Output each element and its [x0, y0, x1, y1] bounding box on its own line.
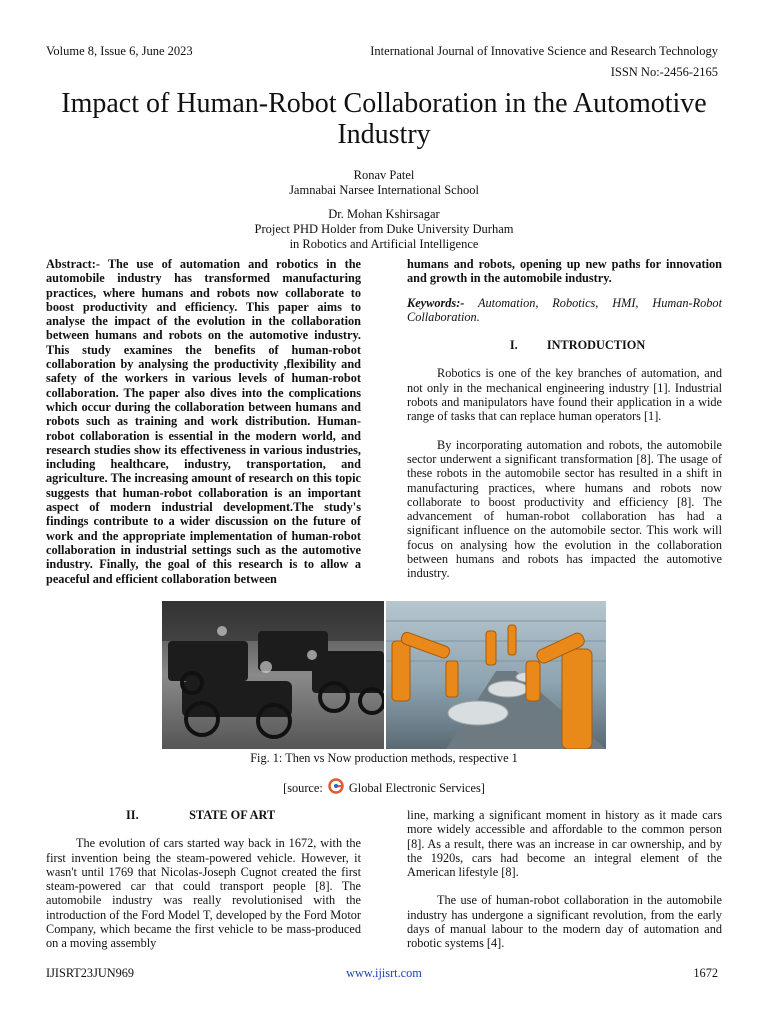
- abstract-column: [46, 257, 361, 586]
- keywords-label: Keywords:-: [407, 295, 465, 310]
- author-affiliation: Project PHD Holder from Duke University Durham: [254, 222, 514, 236]
- author-block-2: [0, 207, 768, 252]
- section-title: STATE OF ART: [189, 808, 276, 822]
- global-electronic-services-logo-icon: [328, 778, 344, 798]
- footer-paper-id: IJISRT23JUN969: [46, 966, 135, 980]
- vintage-assembly-line-image: [162, 601, 384, 749]
- author-affiliation: in Robotics and Artificial Intelligence: [289, 237, 479, 251]
- section-heading-state-of-art: [46, 808, 361, 822]
- author-affiliation: Jamnabai Narsee International School: [289, 183, 479, 197]
- abstract-text: The use of automation and robotics in the automobile industry has transformed manufacturing practices, where humans and robots now collaborate to boost productivity and efficiency. This paper aims to analyse the impact of the evolution in the collaboration between humans and robots on the automotive industry. This study examines the benefits of human-robot collaboration by analysing the productivity ,flexibility and safety of the workers in various levels of human-robot collaboration. The paper also dives into the complications which occur during the collaboration between humans and robots such as training and work distribution. Human-robot collaboration is essential in the modern world, and research studies show its effectiveness in various industries, including healthcare, industry, transportation, and agriculture. The increasing amount of research on this topic suggests that human-robot collaboration is an important aspect of modern industrial development.The study's findings contribute to a wider discussion on the future of work and the appropriate implementation of human-robot collaboration in industrial settings such as the automotive industry. Finally, the goal of this research is to allow a peaceful and efficient collaboration between: [46, 257, 361, 586]
- right-column-bottom: [407, 808, 722, 965]
- footer-website-link[interactable]: www.ijisrt.com: [346, 966, 422, 980]
- keywords: [407, 296, 722, 325]
- author-name: Dr. Mohan Kshirsagar: [328, 207, 440, 221]
- source-name: Global Electronic Services]: [348, 781, 485, 795]
- issn: ISSN No:-2456-2165: [610, 65, 718, 79]
- author-block-1: [0, 168, 768, 198]
- paragraph: The evolution of cars started way back in 1672, with the first invention being the steam-powered vehicle. However, it wasn't until 1769 that Nicolas-Joseph Cugnot created the first steam-powered car that could transport people [8]. The automobile industry was really revolutionised with the introduction of the Ford Model T, developed by the Ford Motor Company, which became the first vehicle to be mass-produced on a moving assembly: [46, 836, 361, 951]
- author-name: Ronav Patel: [353, 168, 415, 182]
- figure-source: [0, 778, 768, 798]
- section-number: I.: [509, 338, 518, 353]
- abstract-continued: humans and robots, opening up new paths for innovation and growth in the automobile industry.: [407, 257, 722, 286]
- figure-1: [162, 601, 606, 749]
- paragraph-continued: line, marking a significant moment in history as it made cars more widely accessible and affordable to the common person [8]. As a result, there was an increase in car ownership, and by the 1920s, cars had become an integral element of the American lifestyle [8].: [407, 808, 722, 880]
- paragraph: The use of human-robot collaboration in the automobile industry has undergone a significant revolution, from the early days of manual labour to the modern day of automation and robotic systems [4].: [407, 893, 722, 951]
- right-column-top: [407, 257, 722, 595]
- journal-name: International Journal of Innovative Science and Research Technology: [370, 44, 718, 58]
- figure-caption: Fig. 1: Then vs Now production methods, respective 1: [250, 751, 518, 765]
- paper-title: Impact of Human-Robot Collaboration in the Automotive Industry: [61, 88, 707, 150]
- section-title: INTRODUCTION: [546, 338, 646, 353]
- section-heading-introduction: [407, 338, 722, 352]
- keywords-text: Automation, Robotics, HMI, Human-Robot Collaboration.: [407, 295, 722, 324]
- then-production-photo: [162, 601, 384, 749]
- paragraph: Robotics is one of the key branches of automation, and not only in the mechanical engineering industry [1]. Industrial robots and manipulators have found their application in a wide range of tasks that can replace human operators [1].: [407, 366, 722, 424]
- footer-page-number: 1672: [693, 966, 718, 980]
- volume-info: Volume 8, Issue 6, June 2023: [46, 44, 193, 58]
- left-column-bottom: [46, 808, 361, 965]
- now-production-photo: [386, 601, 606, 749]
- robotic-assembly-line-image: [386, 601, 606, 749]
- abstract-label: Abstract:-: [46, 257, 100, 271]
- abstract: [46, 257, 361, 586]
- source-prefix: [source:: [283, 781, 323, 795]
- section-number: II.: [126, 808, 139, 822]
- paragraph: By incorporating automation and robots, the automobile sector underwent a significant transformation [8]. The usage of these robots in the automobile sector has resulted in a shift in manufacturing practices, where humans and robots now collaborate to boost productivity and efficiency [8]. The advancement of human-robot collaboration has had a significant influence on the automobile sector. This work will focus on analysing how the evolution in the collaboration between humans and robots has impacted the automotive industry.: [407, 437, 722, 581]
